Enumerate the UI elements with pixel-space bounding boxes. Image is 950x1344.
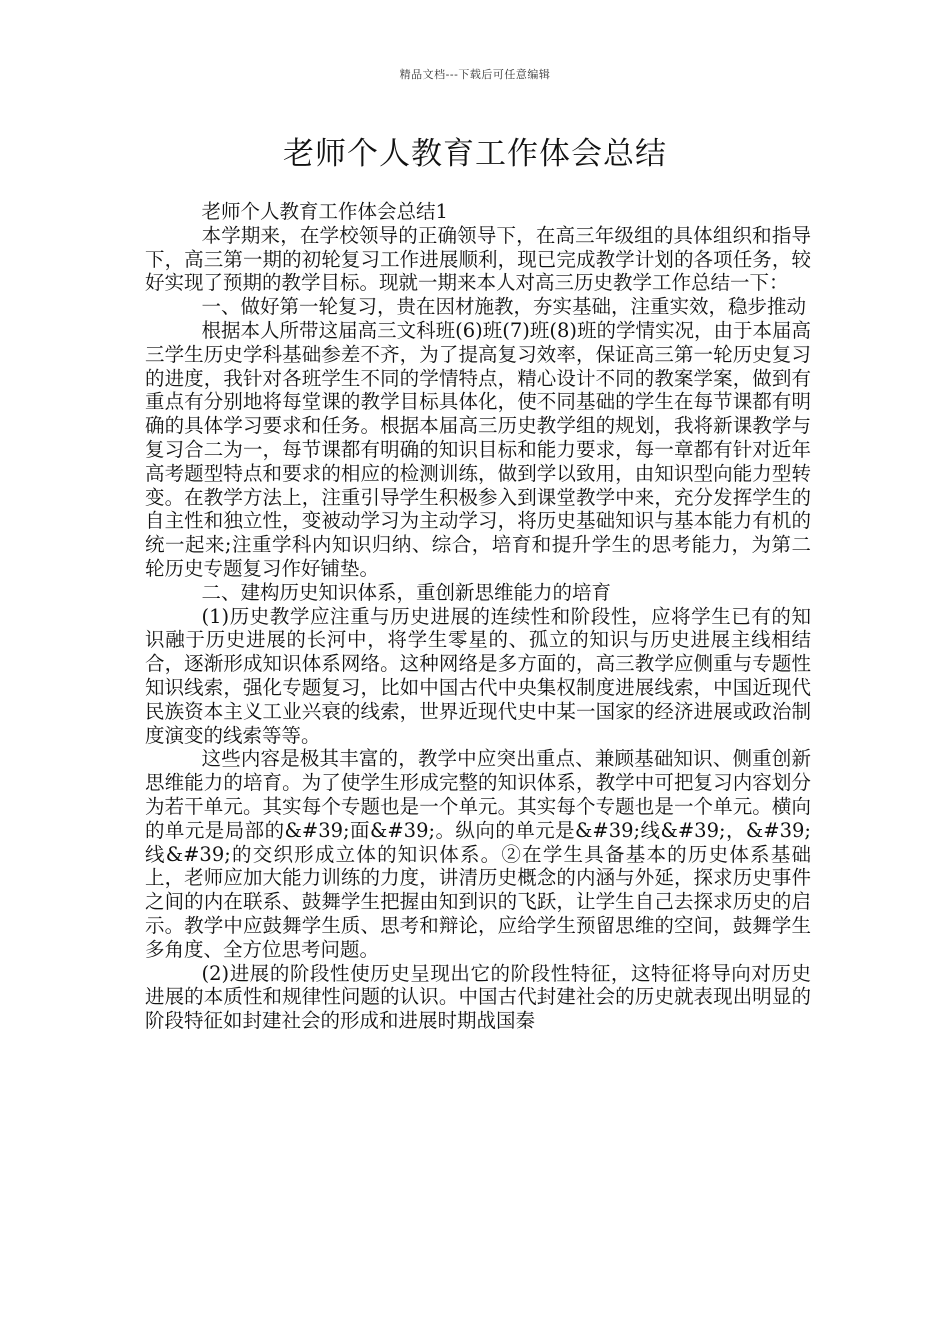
body-paragraph: (2)进展的阶段性使历史呈现出它的阶段性特征，这特征将导向对历史进展的本质性和规律性问题的认识。中国古代封建社会的历史就表现出明显的阶段特征如封建社会的形成和进展时期战国秦 [145,961,811,1033]
body-paragraph: 根据本人所带这届高三文科班(6)班(7)班(8)班的学情实况，由于本届高三学生历史学科基础参差不齐，为了提高复习效率，保证高三第一轮历史复习的进度，我针对各班学生不同的学情特点，精心设计不同的教案学案，做到有重点有分别地将每堂课的教学目标具体化，使不同基础的学生在每节课都有明确的具体学习要求和任务。根据本届高三历史教学组的规划，我将新课教学与复习合二为一，每节课都有明确的知识目标和能力要求，每一章都有针对近年高考题型特点和要求的相应的检测训练，做到学以致用，由知识型向能力型转变。在教学方法上，注重引导学生积极参入到课堂教学中来，充分发挥学生的自主性和独立性，变被动学习为主动学习，将历史基础知识与基本能力有机的统一起来;注重学科内知识归纳、综合，培育和提升学生的思考能力，为第二轮历史专题复习作好铺垫。 [145,318,811,580]
section-heading: 一、做好第一轮复习，贵在因材施教，夯实基础，注重实效，稳步推动 [201,295,807,319]
subtitle-paragraph: 老师个人教育工作体会总结1 [201,200,448,223]
body-paragraph: 本学期来，在学校领导的正确领导下，在高三年级组的具体组织和指导下，高三第一期的初轮复习工作进展顺利，现已完成教学计划的各项任务，较好实现了预期的教学目标。现就一期来本人对高三历史教学工作总结一下： [145,223,811,295]
body-paragraph: (1)历史教学应注重与历史进展的连续性和阶段性，应将学生已有的知识融于历史进展的长河中，将学生零星的、孤立的知识与历史进展主线相结合，逐渐形成知识体系网络。这种网络是多方面的，高三教学应侧重与专题性知识线索，强化专题复习，比如中国古代中央集权制度进展线索，中国近现代民族资本主义工业兴衰的线索，世界近现代史中某一国家的经济进展或政治制度演变的线索等等。 [145,604,811,747]
body-paragraph: 这些内容是极其丰富的，教学中应突出重点、兼顾基础知识、侧重创新思维能力的培育。为了使学生形成完整的知识体系，教学中可把复习内容划分为若干单元。其实每个专题也是一个单元。其实每个专题也是一个单元。横向的单元是局部的&#39;面&#39;。纵向的单元是&#39;线&#39;，&#39;线&#39;的交织形成立体的知识体系。②在学生具备基本的历史体系基础上，老师应加大能力训练的力度，讲清历史概念的内涵与外延，探求历史事件之间的内在联系、鼓舞学生把握由知到识的飞跃，让学生自己去探求历史的启示。教学中应鼓舞学生质、思考和辩论，应给学生预留思维的空间，鼓舞学生多角度、全方位思考问题。 [145,747,811,961]
section-heading: 二、建构历史知识体系，重创新思维能力的培育 [201,580,612,604]
document-body [145,200,811,1033]
page-header: 精品文档---下载后可任意编辑 [399,68,551,81]
document-title: 老师个人教育工作体会总结 [283,136,667,172]
